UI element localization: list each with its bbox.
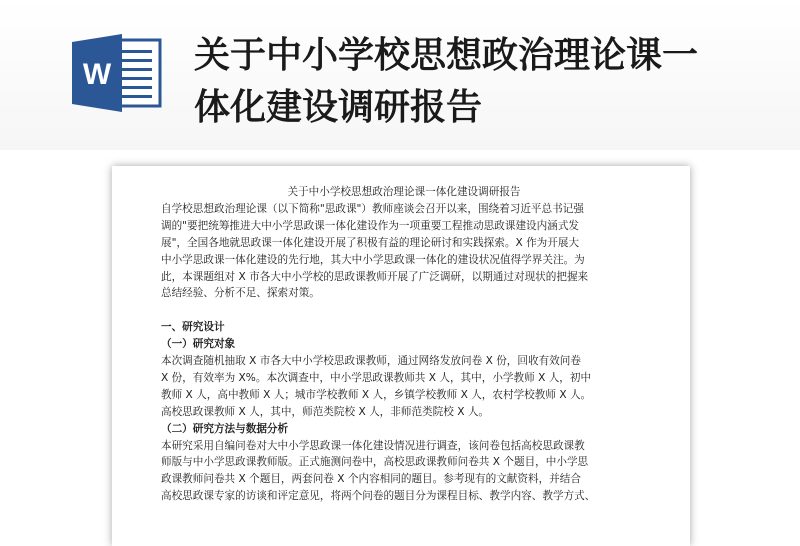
banner-header	[0, 0, 800, 150]
body-line: 政课教师问卷共 X 个题目，两套问卷 X 个内容相同的题目。参考现有的文献资料，并结合	[161, 473, 581, 486]
word-document-icon	[70, 34, 162, 112]
document-page	[112, 166, 690, 546]
word-icon-letter: W	[82, 58, 112, 91]
section-heading: 一、研究设计	[161, 321, 225, 334]
body-line: 高校思政课专家的访谈和评定意见，将两个问卷的题目分为课程目标、教学内容、教学方式、	[161, 490, 596, 503]
body-line: 本次调查随机抽取 X 市各大中小学校思政课教师，通过网络发放问卷 X 份，回收有效问卷	[161, 355, 581, 368]
intro-line: 自学校思想政治理论课（以下简称"思政课"）教师座谈会召开以来，围绕着习近平总书记强	[161, 202, 584, 215]
document-title: 关于中小学校思想政治理论课一体化建设调研报告	[287, 186, 521, 198]
subsection-heading: （一）研究对象	[161, 338, 236, 351]
body-line: 高校思政课教师 X 人，其中，师范类院校 X 人，非师范类院校 X 人。	[161, 405, 490, 418]
document-body	[161, 184, 647, 505]
intro-line: 调的"要把统筹推进大中小学思政课一体化建设作为一项重要工程推动思政课建设内涵式发	[161, 219, 580, 232]
paragraph-spacer	[161, 302, 647, 319]
page-title	[194, 30, 794, 134]
intro-line: 总结经验、分析不足、探索对策。	[161, 287, 320, 300]
body-line: X 份，有效率为 X%。本次调查中，中小学思政课教师共 X 人，其中，小学教师 X 人，初中	[161, 371, 592, 384]
subsection-heading: （二）研究方法与数据分析	[161, 422, 289, 435]
body-line: 师版与中小学思政课教师版。正式施测问卷中，高校思政课教师问卷共 X 个题目，中小学思	[161, 456, 589, 469]
page-title-line-2: 体化建设调研报告	[194, 87, 483, 128]
intro-line: 展"，全国各地就思政课一体化建设开展了积极有益的理论研讨和实践探索。X 作为开展大	[161, 236, 580, 249]
page-title-line-1: 关于中小学校思想政治理论课一	[194, 35, 699, 76]
intro-line: 中小学思政课一体化建设的先行地，其大中小学思政课一体化的建设状况值得学界关注。为	[161, 253, 585, 266]
intro-line: 此，本课题组对 X 市各大中小学校的思政课教师开展了广泛调研，以期通过对现状的把握来	[161, 270, 589, 283]
body-line: 本研究采用自编问卷对大中小学思政课一体化建设情况进行调查，该问卷包括高校思政课教	[161, 439, 585, 452]
body-line: 教师 X 人，高中教师 X 人；城市学校教师 X 人，乡镇学校教师 X 人，农村学校教师 X 人。	[161, 388, 592, 401]
